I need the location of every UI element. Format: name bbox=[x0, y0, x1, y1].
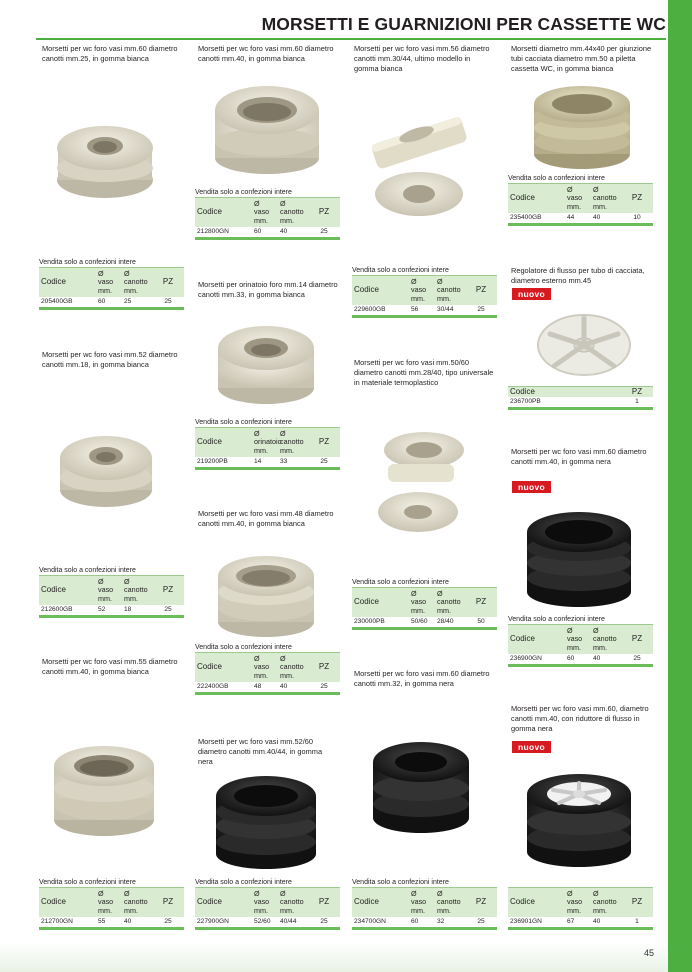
product-table bbox=[39, 878, 184, 930]
table-row bbox=[39, 605, 184, 618]
canotto-cell: 18 bbox=[124, 606, 132, 613]
table-row bbox=[195, 457, 340, 470]
code-cell: 230000PB bbox=[354, 618, 385, 625]
pz-cell: 25 bbox=[320, 918, 328, 925]
sale-note: Vendita solo a confezioni intere bbox=[39, 567, 136, 574]
mm-label: mm. bbox=[593, 642, 607, 652]
sale-note: Vendita solo a confezioni intere bbox=[352, 879, 449, 886]
mm-label: mm. bbox=[411, 293, 425, 303]
code-cell: 219200PB bbox=[197, 458, 228, 465]
canotto-cell: 32 bbox=[437, 918, 445, 925]
canotto-label: canotto bbox=[124, 585, 148, 595]
table-row bbox=[508, 917, 653, 930]
canotto-cell: 40 bbox=[280, 683, 288, 690]
phi-label: Ø bbox=[254, 888, 260, 898]
phi-label: Ø bbox=[411, 276, 417, 286]
product-description: Regolatore di flusso per tubo di cacciata, diametro esterno mm.45 bbox=[511, 266, 645, 285]
vaso-header bbox=[565, 625, 591, 654]
pz-cell: 25 bbox=[477, 918, 485, 925]
canotto-label: canotto bbox=[280, 897, 304, 907]
product-table bbox=[508, 174, 653, 226]
sale-note: Vendita solo a confezioni intere bbox=[195, 879, 292, 886]
canotto-cell: 25 bbox=[124, 298, 132, 305]
table-row bbox=[352, 617, 497, 630]
canotto-header bbox=[435, 588, 465, 617]
mm-label: mm. bbox=[280, 905, 294, 915]
new-badge: nuovo bbox=[512, 288, 551, 300]
orinatoio-label: orinatoio bbox=[254, 437, 282, 447]
table-header bbox=[195, 652, 340, 682]
footer-band bbox=[0, 942, 668, 972]
mm-label: mm. bbox=[280, 445, 294, 455]
codice-header: Codice bbox=[41, 897, 66, 907]
product-description: Morsetti per orinatoio foro mm.14 diametro canotti mm.33, in gomma bianca bbox=[198, 280, 338, 299]
product-description: Morsetti per wc foro vasi mm.60 diametro canotti mm.32, in gomma nera bbox=[354, 669, 490, 688]
pz-cell: 10 bbox=[633, 214, 641, 221]
sale-note: Vendita solo a confezioni intere bbox=[508, 616, 605, 623]
product-description: Morsetti per wc foro vasi mm.60 diametro canotti mm.40, in gomma nera bbox=[511, 447, 647, 466]
canotto-cell: 28/40 bbox=[437, 618, 454, 625]
pz-header: PZ bbox=[631, 193, 643, 203]
pz-header: PZ bbox=[162, 897, 174, 907]
product-description: Morsetti per wc foro vasi mm.60 diametro canotti mm.25, in gomma bianca bbox=[42, 44, 178, 63]
pz-header: PZ bbox=[631, 387, 643, 396]
product-description: Morsetti per wc foro vasi mm.52/60 diametro canotti mm.40/44, in gomma nera bbox=[198, 737, 323, 766]
canotto-header bbox=[435, 276, 465, 305]
product-description: Morsetti diametro mm.44x40 per giunzione tubi cacciata diametro mm.50 a piletta cassetta WC, in gomma bianca bbox=[511, 44, 652, 73]
table-header bbox=[352, 887, 497, 917]
canotto-label: canotto bbox=[437, 285, 461, 295]
mm-label: mm. bbox=[124, 593, 138, 603]
code-cell: 227900GN bbox=[197, 918, 229, 925]
product-image bbox=[526, 80, 638, 172]
sale-note: Vendita solo a confezioni intere bbox=[39, 879, 136, 886]
pz-cell: 50 bbox=[477, 618, 485, 625]
codice-header: Codice bbox=[197, 437, 222, 447]
canotto-label: canotto bbox=[280, 662, 304, 672]
codice-header: Codice bbox=[354, 597, 379, 607]
canotto-header bbox=[122, 576, 152, 605]
product-table bbox=[352, 578, 497, 630]
vaso-cell: 52 bbox=[98, 606, 106, 613]
phi-label: Ø bbox=[280, 653, 286, 663]
vaso-cell: 67 bbox=[567, 918, 575, 925]
pz-cell: 1 bbox=[635, 398, 639, 405]
mm-label: mm. bbox=[437, 293, 451, 303]
vaso-header bbox=[96, 888, 122, 917]
pz-header: PZ bbox=[475, 285, 487, 295]
canotto-cell: 40 bbox=[124, 918, 132, 925]
pz-cell: 25 bbox=[164, 606, 172, 613]
canotto-label: canotto bbox=[437, 897, 461, 907]
product-image bbox=[366, 738, 476, 838]
mm-label: mm. bbox=[567, 905, 581, 915]
vaso-label: vaso bbox=[254, 207, 270, 217]
pz-cell: 25 bbox=[633, 655, 641, 662]
canotto-label: canotto bbox=[280, 207, 304, 217]
sale-note: Vendita solo a confezioni intere bbox=[195, 644, 292, 651]
phi-label: Ø bbox=[254, 428, 260, 438]
code-cell: 234700GN bbox=[354, 918, 386, 925]
code-cell: 229600GB bbox=[354, 306, 386, 313]
pz-header: PZ bbox=[631, 634, 643, 644]
phi-label: Ø bbox=[280, 428, 286, 438]
table-header bbox=[39, 887, 184, 917]
product-table bbox=[352, 266, 497, 318]
product-table bbox=[39, 258, 184, 310]
table-row bbox=[39, 917, 184, 930]
canotto-header bbox=[278, 428, 308, 457]
vaso-cell: 50/60 bbox=[411, 618, 428, 625]
code-cell: 212700GN bbox=[41, 918, 73, 925]
mm-label: mm. bbox=[98, 593, 112, 603]
phi-label: Ø bbox=[593, 184, 599, 194]
product-table bbox=[508, 878, 653, 930]
mm-label: mm. bbox=[254, 445, 268, 455]
mm-label: mm. bbox=[280, 215, 294, 225]
vaso-cell: 52/60 bbox=[254, 918, 271, 925]
product-description: Morsetti per wc foro vasi mm.55 diametro canotti mm.40, in gomma bianca bbox=[42, 657, 178, 676]
canotto-header bbox=[278, 198, 308, 227]
table-row bbox=[195, 917, 340, 930]
phi-label: Ø bbox=[98, 576, 104, 586]
canotto-label: canotto bbox=[280, 437, 304, 447]
product-table bbox=[508, 615, 653, 667]
vaso-header bbox=[565, 184, 591, 213]
pz-header: PZ bbox=[162, 585, 174, 595]
canotto-cell: 40 bbox=[593, 918, 601, 925]
pz-header: PZ bbox=[318, 207, 330, 217]
codice-header: Codice bbox=[510, 193, 535, 203]
mm-label: mm. bbox=[567, 642, 581, 652]
new-badge: nuovo bbox=[512, 741, 551, 753]
table-row bbox=[508, 654, 653, 667]
mm-label: mm. bbox=[254, 670, 268, 680]
table-header bbox=[352, 275, 497, 305]
code-cell: 222400GB bbox=[197, 683, 229, 690]
canotto-cell: 33 bbox=[280, 458, 288, 465]
pz-cell: 25 bbox=[477, 306, 485, 313]
phi-label: Ø bbox=[124, 888, 130, 898]
mm-label: mm. bbox=[254, 905, 268, 915]
phi-label: Ø bbox=[593, 625, 599, 635]
vaso-header bbox=[96, 576, 122, 605]
sale-note: Vendita solo a confezioni intere bbox=[352, 579, 449, 586]
phi-label: Ø bbox=[280, 198, 286, 208]
pz-header: PZ bbox=[318, 897, 330, 907]
phi-label: Ø bbox=[254, 198, 260, 208]
vaso-label: vaso bbox=[567, 634, 583, 644]
canotto-header bbox=[591, 888, 621, 917]
code-cell: 236700PB bbox=[510, 398, 541, 405]
vaso-label: vaso bbox=[411, 285, 427, 295]
canotto-header bbox=[122, 888, 152, 917]
mm-label: mm. bbox=[280, 670, 294, 680]
new-badge: nuovo bbox=[512, 481, 551, 493]
vaso-label: vaso bbox=[254, 662, 270, 672]
mm-label: mm. bbox=[437, 605, 451, 615]
vaso-label: vaso bbox=[254, 897, 270, 907]
product-table bbox=[195, 643, 340, 695]
code-cell: 236900GN bbox=[510, 655, 542, 662]
canotto-cell: 40/44 bbox=[280, 918, 297, 925]
vaso-header bbox=[252, 888, 278, 917]
phi-label: Ø bbox=[437, 276, 443, 286]
table-row bbox=[352, 305, 497, 318]
vaso-header bbox=[252, 653, 278, 682]
mm-label: mm. bbox=[98, 285, 112, 295]
code-cell: 236901GN bbox=[510, 918, 542, 925]
canotto-header bbox=[435, 888, 465, 917]
canotto-label: canotto bbox=[593, 897, 617, 907]
codice-header: Codice bbox=[354, 897, 379, 907]
product-image bbox=[366, 112, 472, 222]
canotto-cell: 30/44 bbox=[437, 306, 454, 313]
phi-label: Ø bbox=[567, 625, 573, 635]
code-cell: 235400GB bbox=[510, 214, 542, 221]
canotto-label: canotto bbox=[437, 597, 461, 607]
product-table bbox=[195, 878, 340, 930]
phi-label: Ø bbox=[593, 888, 599, 898]
vaso-label: vaso bbox=[98, 897, 114, 907]
canotto-header bbox=[591, 184, 621, 213]
codice-header: Codice bbox=[197, 662, 222, 672]
code-cell: 212800GN bbox=[197, 228, 229, 235]
phi-label: Ø bbox=[280, 888, 286, 898]
product-image bbox=[208, 772, 324, 872]
spacer bbox=[565, 397, 621, 407]
product-image bbox=[210, 548, 322, 640]
mm-label: mm. bbox=[124, 905, 138, 915]
mm-label: mm. bbox=[411, 605, 425, 615]
product-image bbox=[52, 418, 160, 513]
phi-label: Ø bbox=[437, 888, 443, 898]
table-header bbox=[508, 386, 653, 397]
green-sidebar bbox=[668, 0, 692, 972]
page-number: 45 bbox=[643, 948, 654, 958]
pz-header: PZ bbox=[475, 597, 487, 607]
canotto-header bbox=[122, 268, 152, 297]
table-header bbox=[39, 575, 184, 605]
mm-label: mm. bbox=[593, 905, 607, 915]
product-table bbox=[352, 878, 497, 930]
product-image bbox=[368, 420, 472, 540]
product-table bbox=[195, 188, 340, 240]
table-header bbox=[352, 587, 497, 617]
table-header bbox=[508, 624, 653, 654]
product-description: Morsetti per wc foro vasi mm.56 diametro canotti mm.30/44, ultimo modello in gomma bianca bbox=[354, 44, 490, 73]
product-table bbox=[508, 386, 653, 410]
vaso-header bbox=[252, 198, 278, 227]
product-description: Morsetti per wc foro vasi mm.52 diametro canotti mm.18, in gomma bianca bbox=[42, 350, 178, 369]
pz-cell: 25 bbox=[164, 918, 172, 925]
pz-header: PZ bbox=[318, 662, 330, 672]
codice-header: Codice bbox=[41, 585, 66, 595]
codice-header: Codice bbox=[510, 387, 535, 396]
page-title: MORSETTI E GUARNIZIONI PER CASSETTE WC bbox=[261, 14, 666, 34]
table-header bbox=[508, 887, 653, 917]
mm-label: mm. bbox=[567, 201, 581, 211]
codice-header: Codice bbox=[41, 277, 66, 287]
vaso-cell: 56 bbox=[411, 306, 419, 313]
canotto-label: canotto bbox=[124, 897, 148, 907]
product-image bbox=[534, 310, 634, 380]
codice-header: Codice bbox=[354, 285, 379, 295]
product-image bbox=[50, 110, 160, 205]
vaso-label: vaso bbox=[411, 597, 427, 607]
mm-label: mm. bbox=[254, 215, 268, 225]
vaso-cell: 55 bbox=[98, 918, 106, 925]
vaso-cell: 60 bbox=[254, 228, 262, 235]
codice-header: Codice bbox=[510, 634, 535, 644]
product-description: Morsetti per wc foro vasi mm.60, diametro canotti mm.40, con riduttore di flusso in gomma nera bbox=[511, 704, 649, 733]
title-divider bbox=[36, 38, 666, 40]
phi-label: Ø bbox=[98, 888, 104, 898]
sale-note: Vendita solo a confezioni intere bbox=[352, 267, 449, 274]
canotto-label: canotto bbox=[593, 634, 617, 644]
mm-label: mm. bbox=[593, 201, 607, 211]
orinatoio-cell: 14 bbox=[254, 458, 262, 465]
vaso-header bbox=[409, 276, 435, 305]
pz-cell: 25 bbox=[320, 228, 328, 235]
canotto-cell: 40 bbox=[280, 228, 288, 235]
sale-note: Vendita solo a confezioni intere bbox=[195, 419, 292, 426]
mm-label: mm. bbox=[124, 285, 138, 295]
table-row bbox=[195, 227, 340, 240]
canotto-header bbox=[278, 888, 308, 917]
vaso-cell: 44 bbox=[567, 214, 575, 221]
vaso-label: vaso bbox=[567, 193, 583, 203]
pz-header: PZ bbox=[631, 897, 643, 907]
vaso-label: vaso bbox=[567, 897, 583, 907]
phi-label: Ø bbox=[124, 576, 130, 586]
phi-label: Ø bbox=[411, 588, 417, 598]
vaso-header bbox=[96, 268, 122, 297]
vaso-label: vaso bbox=[98, 585, 114, 595]
product-image bbox=[48, 740, 160, 840]
vaso-label: vaso bbox=[411, 897, 427, 907]
vaso-cell: 60 bbox=[411, 918, 419, 925]
sale-note: Vendita solo a confezioni intere bbox=[195, 189, 292, 196]
table-header bbox=[39, 267, 184, 297]
sale-note: Vendita solo a confezioni intere bbox=[39, 259, 136, 266]
phi-label: Ø bbox=[567, 888, 573, 898]
codice-header: Codice bbox=[197, 207, 222, 217]
product-description: Morsetti per wc foro vasi mm.60 diametro canotti mm.40, in gomma bianca bbox=[198, 44, 334, 63]
product-description: Morsetti per wc foro vasi mm.48 diametro canotti mm.40, in gomma bianca bbox=[198, 509, 334, 528]
table-header bbox=[195, 197, 340, 227]
pz-cell: 25 bbox=[320, 458, 328, 465]
table-row bbox=[195, 682, 340, 695]
table-row bbox=[39, 297, 184, 310]
table-row bbox=[352, 917, 497, 930]
spacer bbox=[565, 387, 621, 397]
vaso-cell: 60 bbox=[98, 298, 106, 305]
table-row bbox=[508, 213, 653, 226]
code-cell: 205400GB bbox=[41, 298, 73, 305]
canotto-cell: 40 bbox=[593, 655, 601, 662]
vaso-label: vaso bbox=[98, 277, 114, 287]
canotto-cell: 40 bbox=[593, 214, 601, 221]
phi-label: Ø bbox=[98, 268, 104, 278]
product-image bbox=[520, 768, 638, 870]
product-table bbox=[39, 566, 184, 618]
product-image bbox=[212, 320, 320, 408]
product-description: Morsetti per wc foro vasi mm.50/60 diametro canotti mm.28/40, tipo universale in materiale termoplastico bbox=[354, 358, 494, 387]
pz-header: PZ bbox=[318, 437, 330, 447]
codice-header: Codice bbox=[197, 897, 222, 907]
product-image bbox=[520, 508, 638, 610]
product-image bbox=[208, 78, 326, 178]
vaso-header bbox=[409, 888, 435, 917]
pz-cell: 25 bbox=[164, 298, 172, 305]
orinatoio-header bbox=[252, 428, 282, 457]
table-header bbox=[195, 887, 340, 917]
pz-header: PZ bbox=[162, 277, 174, 287]
mm-label: mm. bbox=[411, 905, 425, 915]
pz-cell: 1 bbox=[635, 918, 639, 925]
product-table bbox=[195, 418, 340, 470]
phi-label: Ø bbox=[567, 184, 573, 194]
mm-label: mm. bbox=[437, 905, 451, 915]
vaso-header bbox=[565, 888, 591, 917]
table-row bbox=[508, 397, 653, 410]
phi-label: Ø bbox=[254, 653, 260, 663]
sale-note: Vendita solo a confezioni intere bbox=[508, 175, 605, 182]
mm-label: mm. bbox=[98, 905, 112, 915]
table-header bbox=[508, 183, 653, 213]
phi-label: Ø bbox=[437, 588, 443, 598]
vaso-cell: 48 bbox=[254, 683, 262, 690]
pz-header: PZ bbox=[475, 897, 487, 907]
phi-label: Ø bbox=[411, 888, 417, 898]
canotto-header bbox=[278, 653, 308, 682]
table-header bbox=[195, 427, 340, 457]
canotto-label: canotto bbox=[124, 277, 148, 287]
canotto-label: canotto bbox=[593, 193, 617, 203]
pz-cell: 25 bbox=[320, 683, 328, 690]
canotto-header bbox=[591, 625, 621, 654]
vaso-cell: 60 bbox=[567, 655, 575, 662]
phi-label: Ø bbox=[124, 268, 130, 278]
codice-header: Codice bbox=[510, 897, 535, 907]
code-cell: 212600GB bbox=[41, 606, 73, 613]
vaso-header bbox=[409, 588, 435, 617]
